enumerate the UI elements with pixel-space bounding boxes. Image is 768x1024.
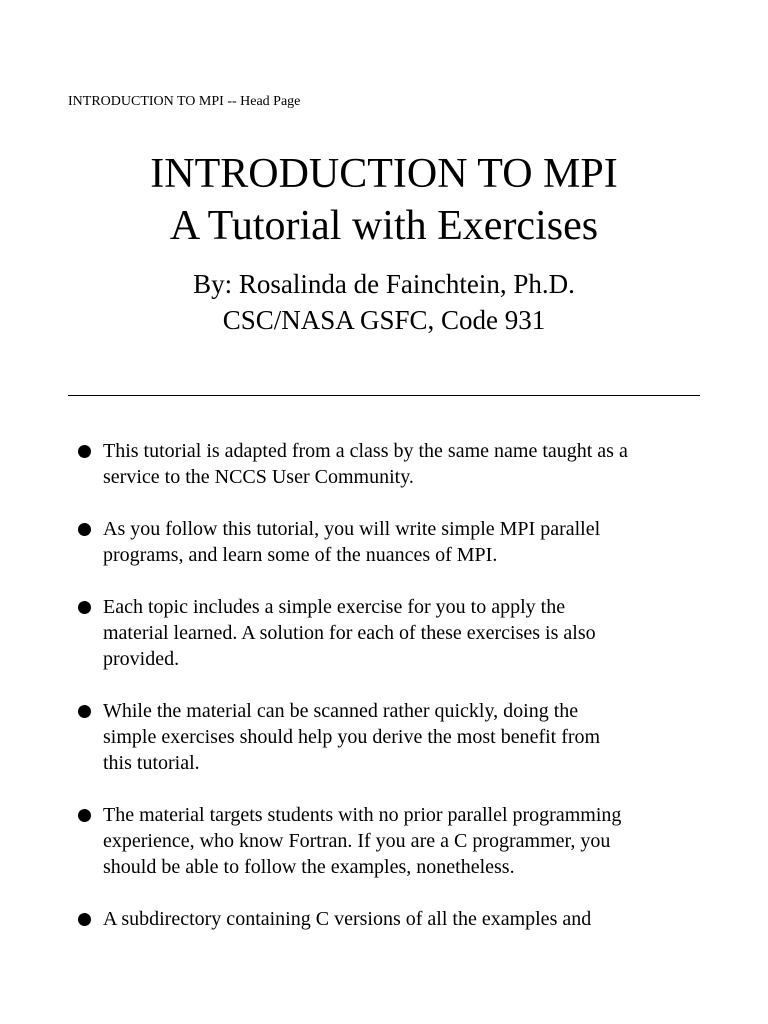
list-item bbox=[0, 906, 768, 932]
author-block bbox=[0, 266, 768, 338]
list-item-text: The material targets students with no prior parallel programming experience, who know Fortran. If you are a C programmer, you should be able to follow the examples, nonetheless. bbox=[103, 804, 622, 878]
author-affiliation: CSC/NASA GSFC, Code 931 bbox=[222, 305, 546, 335]
bullet-icon bbox=[78, 601, 91, 614]
list-item-text: As you follow this tutorial, you will write simple MPI parallel programs, and learn some of the nuances of MPI. bbox=[103, 518, 601, 566]
running-header: INTRODUCTION TO MPI -- Head Page bbox=[68, 94, 301, 109]
bullet-icon bbox=[78, 445, 91, 458]
bullet-icon bbox=[78, 913, 91, 926]
list-item-text: While the material can be scanned rather quickly, doing the simple exercises should help you derive the most benefit from this tutorial. bbox=[103, 700, 601, 774]
list-item bbox=[0, 698, 768, 776]
list-item bbox=[0, 438, 768, 490]
list-item bbox=[0, 516, 768, 568]
bullet-icon bbox=[78, 705, 91, 718]
horizontal-divider bbox=[68, 395, 700, 396]
title-block bbox=[0, 148, 768, 252]
list-item bbox=[0, 594, 768, 672]
bullet-icon bbox=[78, 523, 91, 536]
bullet-list bbox=[0, 438, 768, 958]
document-subtitle: A Tutorial with Exercises bbox=[169, 203, 599, 249]
list-item bbox=[0, 802, 768, 880]
list-item-text: Each topic includes a simple exercise for you to apply the material learned. A solution for each of these exercises is also provided. bbox=[103, 596, 596, 670]
list-item-text: This tutorial is adapted from a class by the same name taught as a service to the NCCS User Community. bbox=[103, 440, 628, 488]
bullet-icon bbox=[78, 809, 91, 822]
author-name: By: Rosalinda de Fainchtein, Ph.D. bbox=[193, 269, 575, 299]
document-title: INTRODUCTION TO MPI bbox=[150, 151, 618, 197]
list-item-text: A subdirectory containing C versions of all the examples and bbox=[103, 908, 592, 930]
